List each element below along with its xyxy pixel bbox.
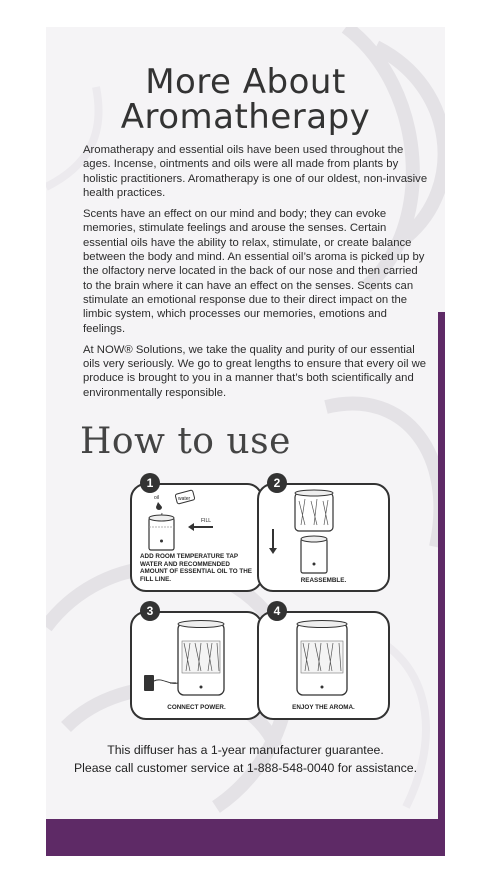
purple-bottom-band (46, 819, 445, 856)
step-caption: CONNECT POWER. (167, 704, 226, 711)
arrow-left-icon (188, 523, 194, 531)
title-line-1: More About (145, 62, 346, 102)
package-panel (46, 27, 445, 856)
step-number: 2 (267, 473, 287, 493)
diffuser-base-icon (149, 518, 174, 550)
step-3-card (130, 604, 263, 720)
how-to-use-heading: How to use (80, 421, 291, 462)
step-4-card (257, 604, 390, 720)
arrow-down-icon (269, 548, 277, 554)
oil-label: oil (154, 495, 160, 501)
title-line-2: Aromatherapy (120, 97, 371, 137)
step-caption: REASSEMBLE. (300, 577, 347, 584)
step-number: 1 (140, 473, 160, 493)
step-1-card (130, 476, 263, 592)
customer-service-text: Please call customer service at 1-888-548-0040 for assistance. (73, 761, 418, 775)
reassemble-illustration (259, 485, 388, 590)
step-caption: ENJOY THE AROMA. (292, 704, 355, 711)
connect-power-illustration (132, 613, 261, 718)
paragraph: At NOW® Solutions, we take the quality and purity of our essential oils very seriously. We go to great lengths to ensure that every oil we produce is brought to you in a manner that’s both scientifically and environmentally responsible. (83, 343, 427, 399)
step-number: 4 (267, 601, 287, 621)
diffuser-base-icon (301, 539, 327, 573)
paragraph: Scents have an effect on our mind and body; they can evoke memories, stimulate feelings and arouse the senses. Certain essential oils have the ability to relax, stimulate, or create balance between the body and mind. An essential oil’s aroma is picked up by the olfactory nerve located in the back of our nose and then carried to the brain where it can have an effect on the senses. Scents can stimulate an emotional response due to their direct impact on the limbic system, which processes our memories, emotions and feelings. (83, 208, 425, 335)
enjoy-aroma-illustration (259, 613, 388, 718)
step-caption: ADD ROOM TEMPERATURE TAP WATER AND RECOMMENDED AMOUNT OF ESSENTIAL OIL TO THE FILL LINE. (140, 553, 252, 583)
step-2-card (257, 476, 390, 592)
intro-text (83, 143, 429, 407)
oil-drop-icon (156, 502, 162, 510)
purple-edge-stripe (438, 312, 445, 820)
water-label: water (178, 496, 191, 502)
paragraph: Aromatherapy and essential oils have been used throughout the ages. Incense, ointments and oils were all made from plants by holistic practitioners. Aromatherapy is one of our oldest, non-invasive health practices. (83, 144, 428, 199)
step-number: 3 (140, 601, 160, 621)
svg-text:FILL: FILL (201, 518, 212, 524)
guarantee-text: This diffuser has a 1-year manufacturer guarantee. (107, 743, 384, 757)
power-adapter-icon (144, 675, 154, 691)
